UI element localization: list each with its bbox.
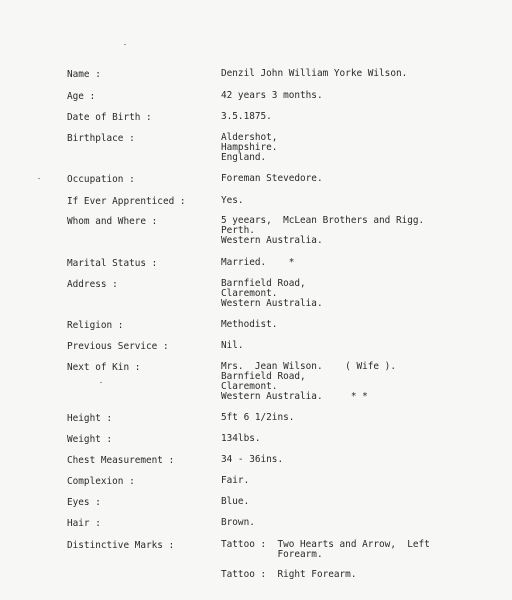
field-value-line: 3.5.1875. xyxy=(221,111,272,122)
field-value xyxy=(221,540,430,580)
field-value-line: Tattoo : Two Hearts and Arrow, Left xyxy=(221,539,430,550)
field-value-line: Brown. xyxy=(221,517,255,528)
field-value-line: 134lbs. xyxy=(221,433,261,444)
field-value-line: Claremont. xyxy=(221,381,278,392)
field-value-line: Denzil John William Yorke Wilson. xyxy=(221,68,408,79)
field-value-line: England. xyxy=(221,152,267,163)
field-label: Eyes : xyxy=(67,497,101,508)
field-value xyxy=(221,91,323,101)
field-value-line: Blue. xyxy=(221,496,250,507)
field-label: Address : xyxy=(67,279,118,290)
field-label: Religion : xyxy=(67,320,124,331)
field-value-line: Barnfield Road, xyxy=(221,278,306,289)
field-label: Weight : xyxy=(67,434,113,445)
field-value xyxy=(221,518,255,528)
field-value xyxy=(221,69,407,79)
field-label: Marital Status : xyxy=(67,258,158,269)
field-value xyxy=(221,279,323,309)
field-label: Occupation : xyxy=(67,174,135,185)
field-value xyxy=(221,413,294,423)
field-label: Date of Birth : xyxy=(67,112,152,123)
field-value-line: 5ft 6 1/2ins. xyxy=(221,412,295,423)
field-label: Whom and Where : xyxy=(67,216,158,227)
field-value-line: Claremont. xyxy=(221,288,278,299)
field-value xyxy=(221,112,272,122)
field-value-line: Western Australia. xyxy=(221,235,323,246)
field-value-line: Forearm. xyxy=(221,549,323,560)
paper-speck xyxy=(100,382,102,383)
field-label: Birthplace : xyxy=(67,133,135,144)
field-value-line: Nil. xyxy=(221,340,244,351)
field-label: Hair : xyxy=(67,518,101,529)
field-value xyxy=(221,497,249,507)
field-value xyxy=(221,320,277,330)
paper-speck xyxy=(38,178,40,179)
field-label: Distinctive Marks : xyxy=(67,540,175,551)
field-label: Name : xyxy=(67,69,101,80)
field-label: Previous Service : xyxy=(67,341,169,352)
field-value xyxy=(221,434,261,444)
field-value-line: Barnfield Road, xyxy=(221,371,306,382)
field-label: Complexion : xyxy=(67,476,135,487)
field-value-line: Western Australia. * * xyxy=(221,391,368,402)
field-value-line: Tattoo : Right Forearm. xyxy=(221,569,357,580)
field-value-line: Married. * xyxy=(221,257,295,268)
field-value-line: 42 years 3 months. xyxy=(221,90,323,101)
field-value xyxy=(221,258,294,268)
field-label: Next of Kin : xyxy=(67,362,141,373)
field-value-line: Methodist. xyxy=(221,319,278,330)
field-value-line: 34 - 36ins. xyxy=(221,454,284,465)
field-value xyxy=(221,341,244,351)
field-value-line: Perth. xyxy=(221,225,255,236)
field-value-line: Mrs. Jean Wilson. ( Wife ). xyxy=(221,361,396,372)
field-value xyxy=(221,455,283,465)
field-value xyxy=(221,133,277,163)
field-label: Chest Measurement : xyxy=(67,455,175,466)
field-value-line: Western Australia. xyxy=(221,298,323,309)
field-label: Age : xyxy=(67,91,96,102)
field-value-line: Foreman Stevedore. xyxy=(221,173,323,184)
field-value-line: Hampshire. xyxy=(221,142,278,153)
field-value xyxy=(221,174,323,184)
field-value-line: Yes. xyxy=(221,195,244,206)
paper-speck xyxy=(124,44,126,45)
field-value xyxy=(221,476,249,486)
field-value-line: 5 yeears, McLean Brothers and Rigg. xyxy=(221,215,425,226)
field-label: If Ever Apprenticed : xyxy=(67,196,186,207)
field-value xyxy=(221,216,424,246)
field-label: Height : xyxy=(67,413,113,424)
field-value-line: Fair. xyxy=(221,475,250,486)
field-value-line: Aldershot, xyxy=(221,132,278,143)
field-value xyxy=(221,362,396,402)
field-value xyxy=(221,196,244,206)
